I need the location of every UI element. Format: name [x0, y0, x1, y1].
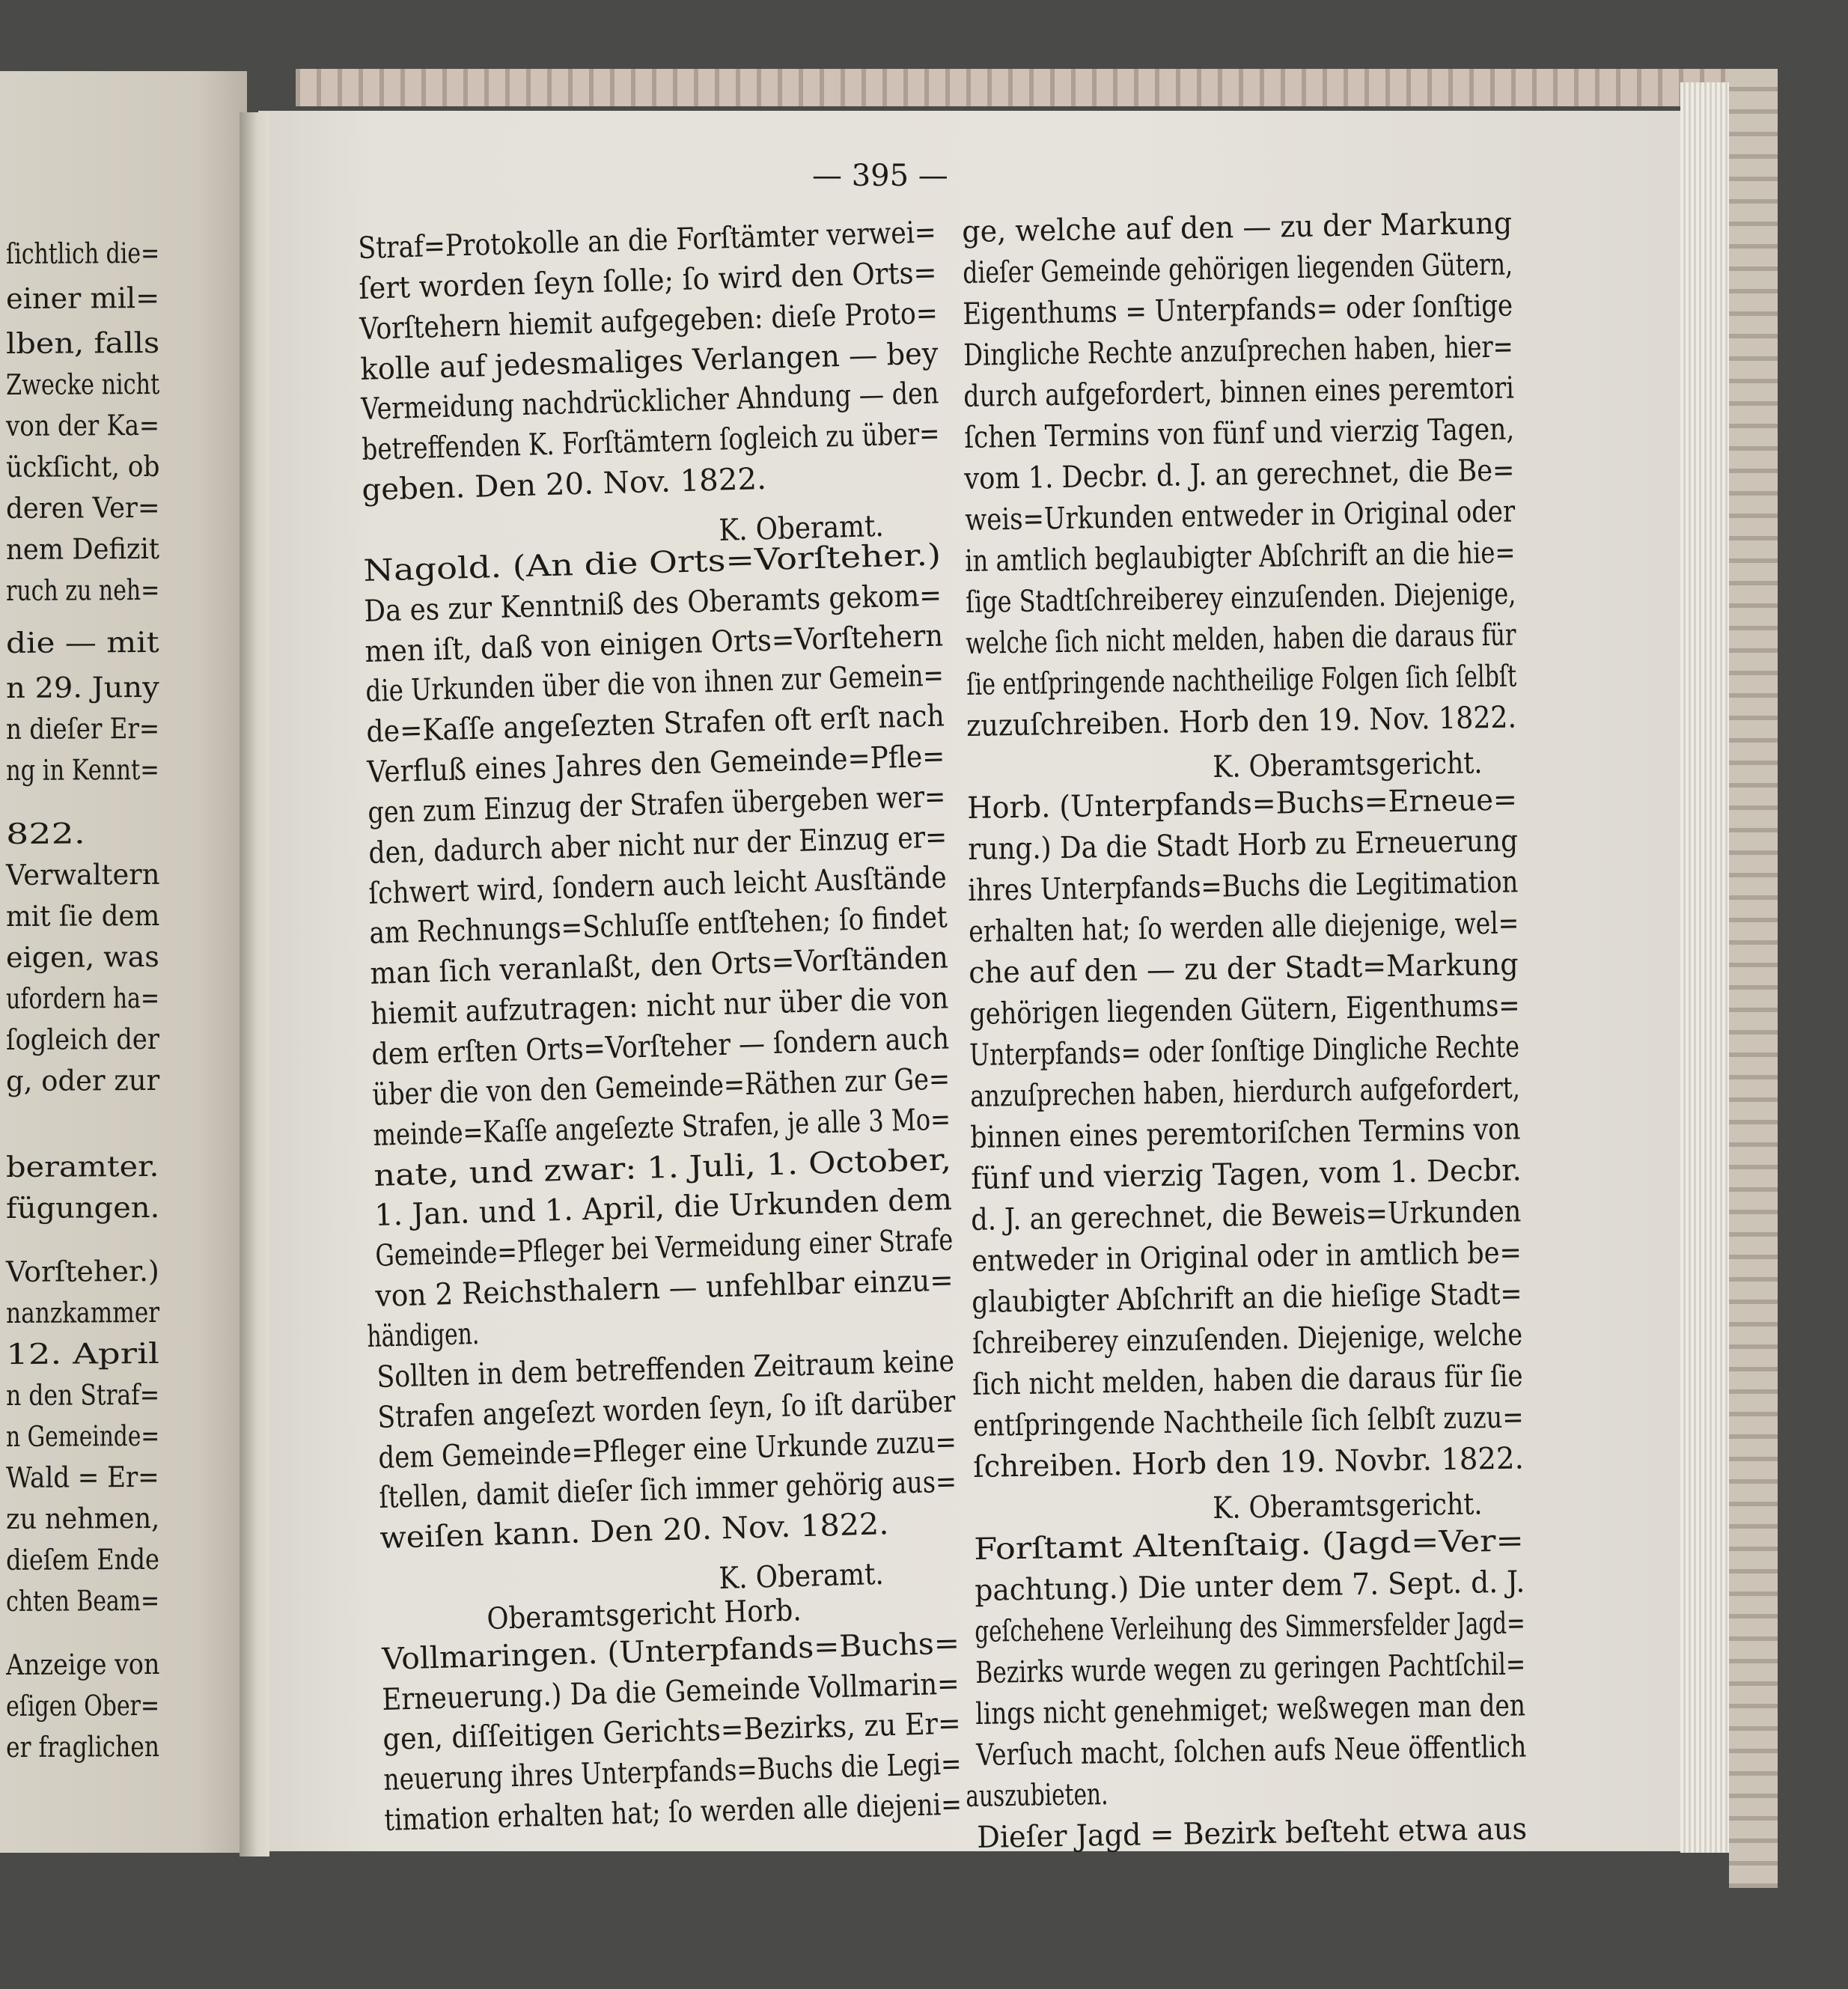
text-line: Vermeidung nachdrücklicher Ahndung — den: [360, 376, 939, 427]
text-line: zuzuſchreiben. Horb den 19. Nov. 1822.: [966, 700, 1517, 743]
left-page-line: ückſicht, ob: [5, 449, 160, 484]
text-line: Nagold. (An die Orts=Vorſteher.): [362, 537, 942, 588]
text-line: rung.) Da die Stadt Horb zu Erneuerung: [967, 823, 1519, 867]
text-line: ihres Unterpfands=Buchs die Legitimation: [967, 865, 1519, 908]
text-line: gehörigen liegenden Gütern, Eigenthums=: [969, 988, 1520, 1032]
text-line: K. Oberamt.: [718, 1556, 885, 1597]
left-page-line: mit ſie dem: [5, 898, 160, 933]
text-line: che auf den — zu der Stadt=Markung: [968, 947, 1519, 990]
text-line: entſpringende Nachtheile ſich ſelbſt zuzu=: [972, 1400, 1524, 1443]
text-line: Eigenthums = Unterpfands= oder ſonſtige: [962, 288, 1513, 332]
text-line: in amtlich beglaubigter Abſchrift an die hie=: [964, 535, 1516, 579]
text-line: Straf=Protokolle an die Forſtämter verwei=: [357, 215, 937, 266]
text-line: durch aufgefordert, binnen eines peremtori: [963, 371, 1515, 414]
text-line: Strafen angeſezt worden ſeyn, ſo iſt darüber: [376, 1384, 956, 1435]
text-line: gen, diſſeitigen Gerichts=Bezirks, zu Er=: [382, 1706, 962, 1758]
text-line: K. Oberamtsgericht.: [1212, 1487, 1483, 1526]
left-page-line: fügungen.: [5, 1190, 160, 1225]
left-page-line: dieſem Ende: [5, 1542, 160, 1577]
text-line: am Rechnungs=Schluſſe entſtehen; ſo findet: [368, 900, 948, 951]
text-line: ſige Stadtſchreiberey einzuſenden. Diejenige,: [965, 576, 1516, 620]
left-page-line: Anzeige von: [5, 1647, 160, 1681]
left-page-line: Zwecke nicht: [5, 367, 160, 401]
text-line: die Urkunden über die von ihnen zur Gemein=: [365, 658, 945, 710]
text-line: von 2 Reichsthalern — unfehlbar einzu=: [374, 1263, 954, 1315]
left-page-line: ufordern ha=: [5, 981, 160, 1015]
text-line: Bezirks wurde wegen zu geringen Pachtſchil=: [975, 1647, 1526, 1690]
left-page-line: nem Defizit: [5, 531, 160, 566]
left-page-line: ſogleich der: [5, 1022, 160, 1056]
text-line: erhalten hat; ſo werden alle diejenige, wel=: [968, 906, 1519, 949]
text-line: weiſen kann. Den 20. Nov. 1822.: [379, 1507, 889, 1556]
text-line: timation erhalten hat; ſo werden alle diejeni=: [383, 1787, 963, 1839]
text-line: nate, und zwar: 1. Juli, 1. October,: [373, 1142, 952, 1193]
text-line: K. Oberamt.: [718, 508, 885, 548]
left-page-line: chten Beam=: [5, 1583, 160, 1618]
text-line: ſie entſpringende nachtheilige Folgen ſich ſelbſt: [966, 659, 1517, 702]
text-line: betreffenden K. Forſtämtern ſogleich zu über=: [361, 416, 940, 468]
text-line: ſert worden ſeyn ſolle; ſo wird den Orts=: [358, 255, 938, 306]
left-page-line: deren Ver=: [5, 490, 160, 525]
left-page-line: von der Ka=: [5, 408, 160, 442]
text-line: Dingliche Rechte anzuſprechen haben, hier=: [963, 329, 1513, 373]
left-page-line: eigen, was: [5, 939, 159, 974]
text-line: dieſer Gemeinde gehörigen liegenden Gütern,: [962, 247, 1513, 290]
left-page-line: Wald = Er=: [5, 1460, 159, 1494]
left-page-line: ruch zu neh=: [5, 573, 160, 607]
text-line: Da es zur Kenntniß des Oberamts gekom=: [363, 578, 942, 629]
left-page-line: lben, falls: [5, 326, 160, 360]
text-line: ſchwert wird, ſondern auch leicht Ausſtände: [368, 860, 948, 911]
text-line: ſchreiben. Horb den 19. Novbr. 1822.: [972, 1441, 1525, 1484]
left-page-line: nanzkammer: [5, 1295, 160, 1329]
left-page-line: 12. April: [5, 1336, 160, 1371]
text-line: dem Gemeinde=Pfleger eine Urkunde zuzu=: [377, 1424, 957, 1475]
text-line: Vollmaringen. (Unterpfands=Buchs=: [381, 1626, 960, 1677]
text-line: K. Oberamtsgericht.: [1212, 746, 1483, 785]
left-page-line: zu nehmen,: [5, 1501, 160, 1535]
text-line: glaubigter Abſchrift an die hieſige Stadt=: [971, 1276, 1522, 1320]
left-page-line: g, oder zur: [5, 1063, 160, 1097]
book-gutter: [240, 112, 269, 1856]
text-line: fünf und vierzig Tagen, vom 1. Decbr.: [970, 1153, 1522, 1196]
text-line: ſchreiberey einzuſenden. Diejenige, welche: [972, 1318, 1523, 1361]
text-line: 1. Jan. und 1. April, die Urkunden dem: [373, 1182, 953, 1234]
text-line: Vorſtehern hiemit aufgegeben: dieſe Proto=: [359, 296, 939, 347]
left-page-line: eſigen Ober=: [5, 1688, 160, 1723]
left-page-line: beramter.: [5, 1149, 159, 1184]
left-page-line: n den Straf=: [5, 1377, 160, 1412]
text-line: über die von den Gemeinde=Räthen zur Ge=: [371, 1061, 951, 1112]
text-line: den, dadurch aber nicht nur der Einzug er=: [368, 820, 948, 871]
text-line: dem erſten Orts=Vorſteher — ſondern auch: [370, 1021, 950, 1072]
text-line: anzuſprechen haben, hierdurch aufgefordert,: [969, 1070, 1521, 1114]
text-line: de=Kaſſe angeſezten Strafen oft erſt nach: [365, 698, 945, 750]
text-line: men iſt, daß von einigen Orts=Vorſtehern: [364, 618, 944, 669]
text-line: Forſtamt Altenſtaig. (Jagd=Ver=: [973, 1523, 1525, 1567]
left-page-line: Verwaltern: [5, 857, 160, 892]
text-line: Horb. (Unterpfands=Buchs=Erneue=: [966, 782, 1518, 826]
text-line: Verſuch macht, ſolchen aufs Neue öffentlich: [975, 1729, 1527, 1773]
text-line: Gemeinde=Pfleger bei Vermeidung einer Strafe: [374, 1222, 954, 1274]
text-line: d. J. an gerechnet, die Beweis=Urkunden: [970, 1194, 1522, 1237]
text-line: weis=Urkunden entweder in Original oder: [964, 494, 1516, 537]
left-page-line: einer mil=: [5, 281, 160, 315]
text-line: binnen eines peremtoriſchen Termins von: [969, 1112, 1521, 1155]
left-page-line: die — mit: [5, 625, 159, 660]
text-line: neuerung ihres Unterpfands=Buchs die Legi=: [382, 1746, 963, 1798]
text-line: Verfluß eines Jahres den Gemeinde=Pfle=: [366, 739, 945, 791]
text-line: geſchehene Verleihung des Simmersfelder Jagd=: [974, 1606, 1526, 1649]
text-line: meinde=Kaſſe angeſezte Strafen, je alle 3 Mo=: [372, 1102, 951, 1153]
text-line: gen zum Einzug der Strafen übergeben wer=: [367, 779, 946, 830]
text-line: pachtung.) Die unter dem 7. Sept. d. J.: [974, 1565, 1525, 1608]
text-line: ſich nicht melden, haben die daraus für ſie: [972, 1359, 1523, 1402]
left-page-line: 822.: [5, 817, 85, 850]
decorative-cover-border-top: [296, 69, 1778, 106]
left-page-line: ſichtlich die=: [5, 236, 160, 270]
page-edges: [1680, 82, 1729, 1853]
left-page-line: ng in Kennt=: [5, 752, 159, 787]
text-line: hiemit aufzutragen: nicht nur über die von: [370, 981, 949, 1032]
text-line: entweder in Original oder in amtlich be=: [971, 1235, 1522, 1279]
left-page-line: n dieſer Er=: [5, 711, 160, 746]
text-line: auszubieten.: [965, 1777, 1109, 1814]
text-line: ge, welche auf den — zu der Markung: [961, 206, 1513, 249]
decorative-cover-border-right: [1729, 69, 1778, 1888]
text-line: welche ſich nicht melden, haben die daraus für: [965, 618, 1516, 661]
text-line: man ſich veranlaßt, den Orts=Vorſtänden: [369, 940, 949, 992]
left-page-line: er fraglichen: [5, 1729, 160, 1764]
text-line: ſchen Termins von fünf und vierzig Tagen,: [963, 412, 1515, 455]
text-line: ſtellen, damit dieſer ſich immer gehörig aus=: [378, 1464, 957, 1516]
text-line: händigen.: [366, 1316, 480, 1354]
text-line: Sollten in dem betreffenden Zeitraum keine: [376, 1344, 955, 1395]
text-line: Unterpfands= oder ſonſtige Dingliche Rechte: [969, 1029, 1520, 1073]
text-line: geben. Den 20. Nov. 1822.: [361, 462, 767, 508]
text-line: Dieſer Jagd = Bezirk beſteht etwa aus: [976, 1812, 1528, 1855]
text-line: kolle auf jedesmaliges Verlangen — bey: [359, 335, 939, 387]
left-page-line: n 29. Juny: [5, 670, 159, 704]
page-number: — 395 —: [812, 159, 948, 193]
text-line: Oberamtsgericht Horb.: [486, 1593, 802, 1636]
text-line: vom 1. Decbr. d. J. an gerechnet, die Be=: [963, 453, 1515, 496]
left-page-line: n Gemeinde=: [5, 1419, 160, 1453]
text-line: Erneuerung.) Da die Gemeinde Vollmarin=: [381, 1666, 960, 1717]
left-page-line: Vorſteher.): [5, 1254, 159, 1288]
text-line: lings nicht genehmiget; weßwegen man den: [975, 1688, 1526, 1731]
